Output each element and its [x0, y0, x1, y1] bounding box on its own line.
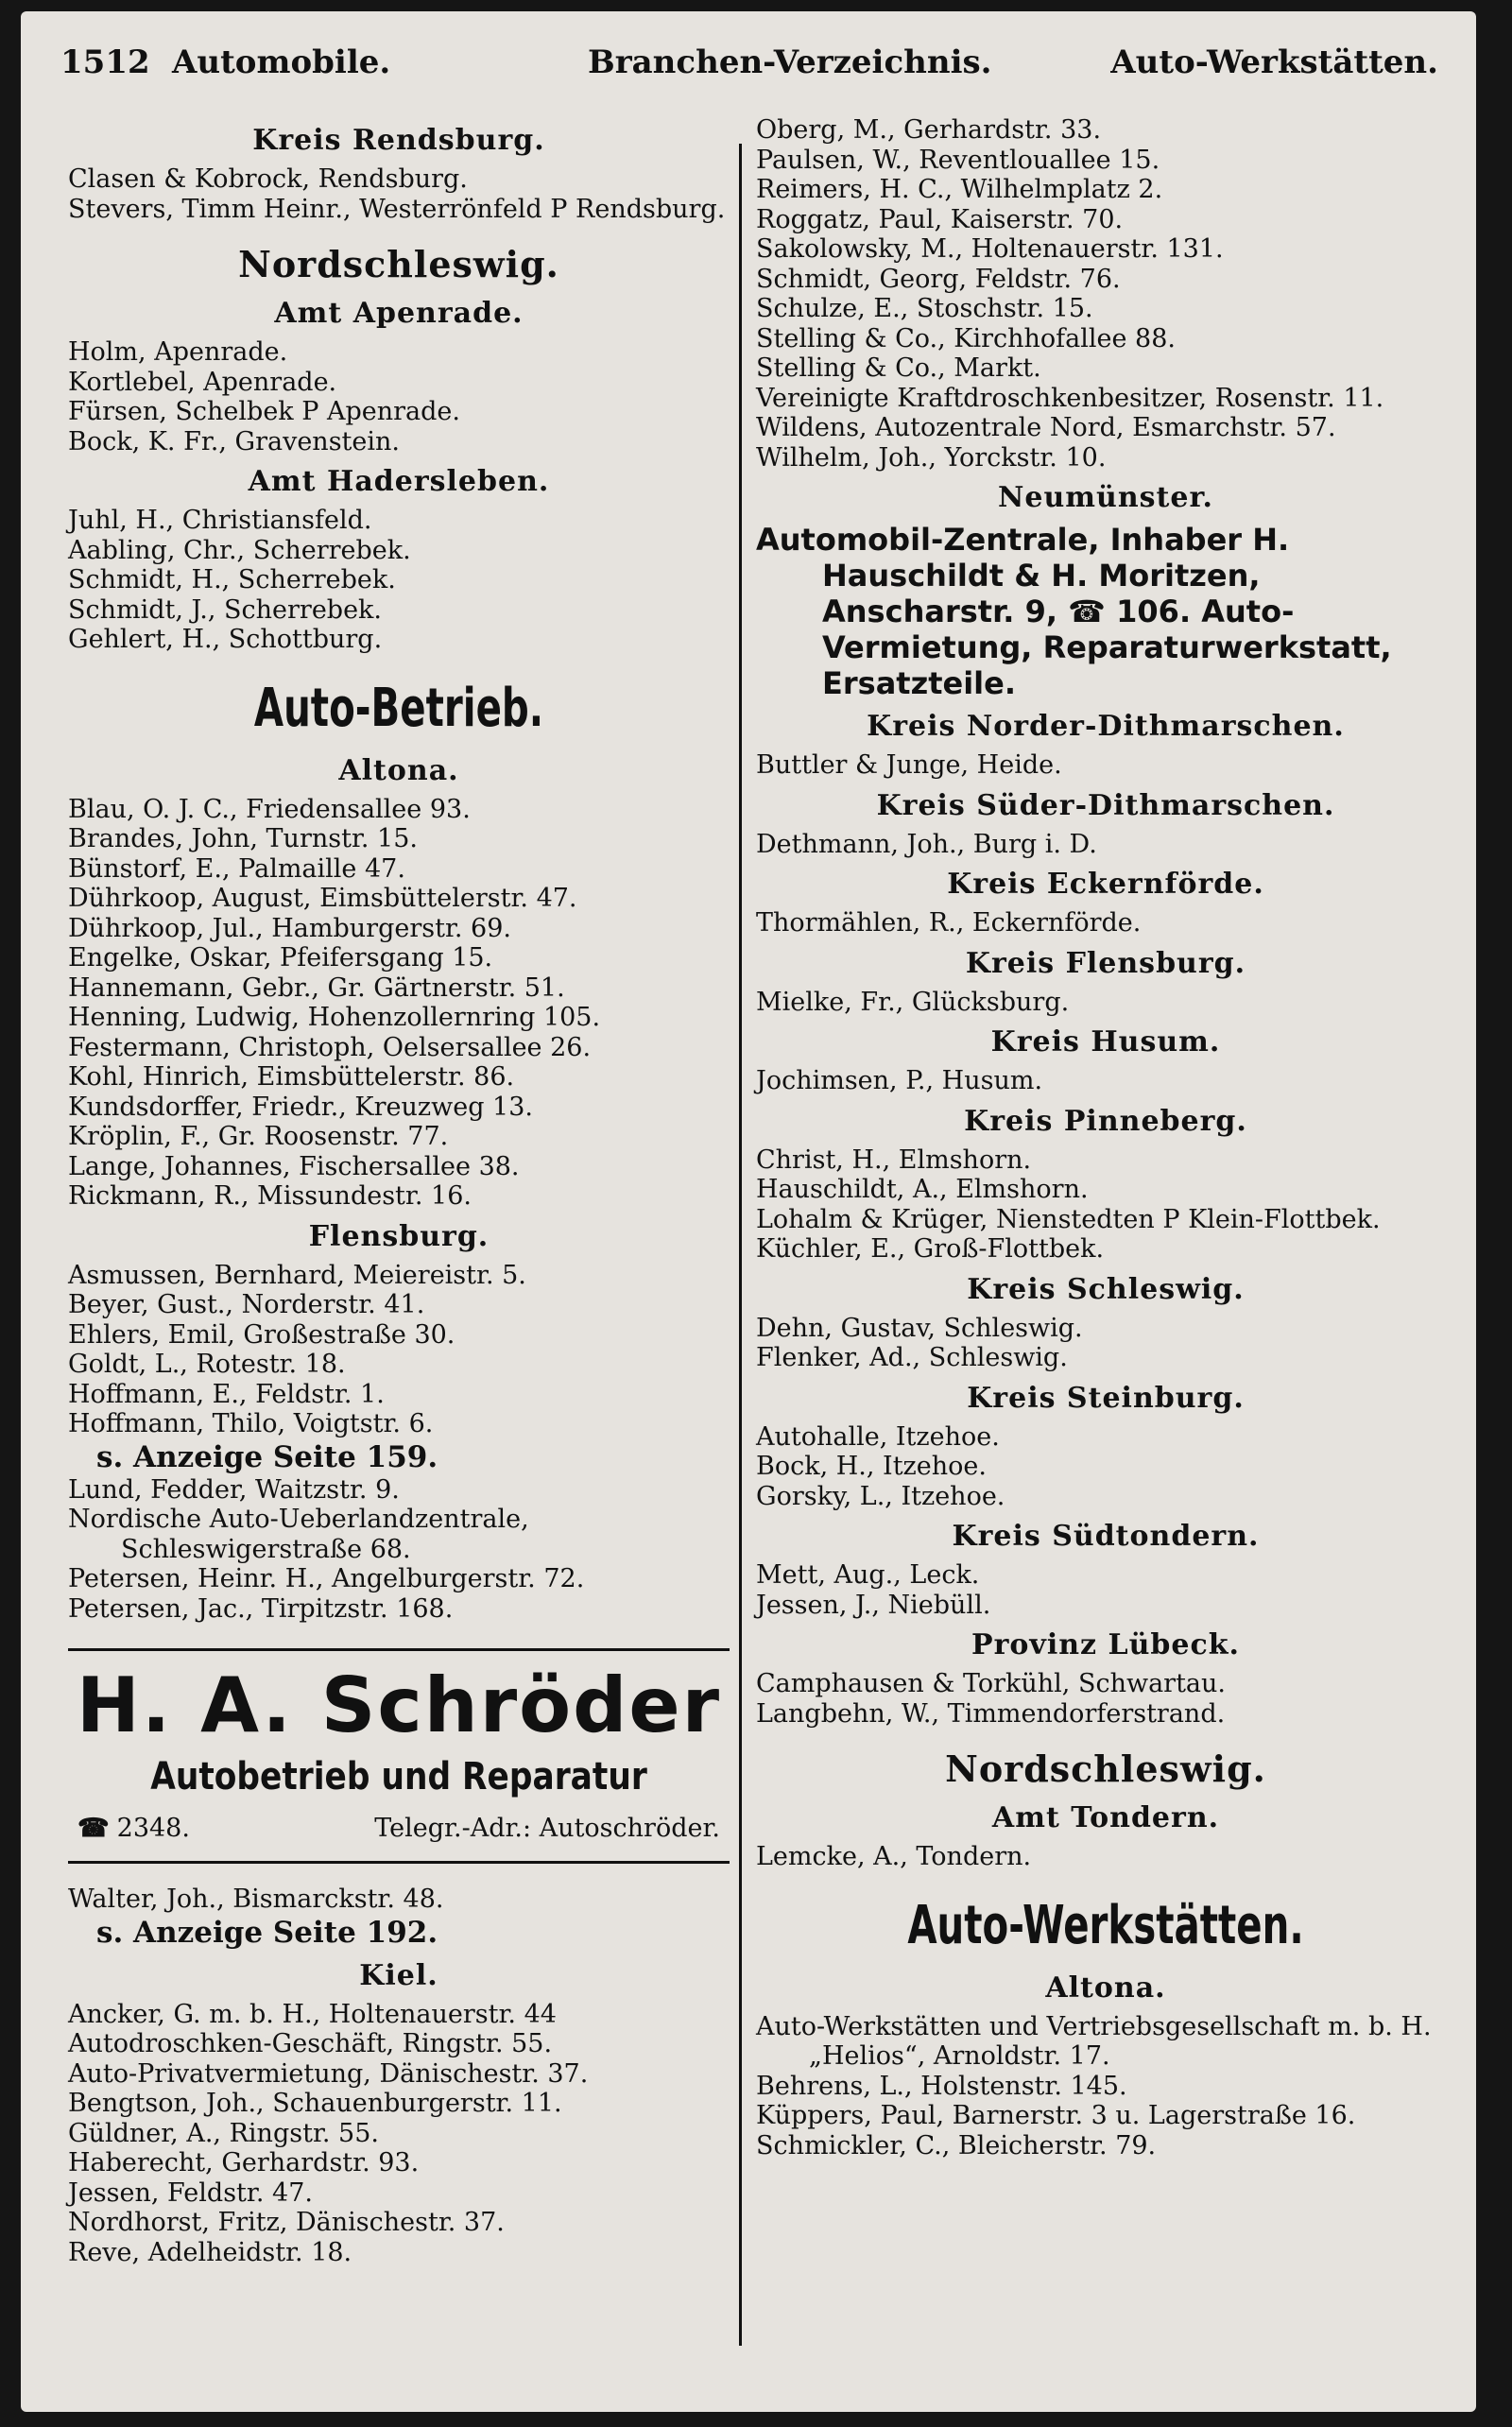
district-heading: Altona. — [338, 753, 459, 787]
directory-entry: Jochimsen, P., Husum. — [756, 1066, 1043, 1095]
district-heading: Kreis Schleswig. — [967, 1272, 1245, 1306]
district-heading: Kiel. — [359, 1958, 438, 1992]
district-heading: Kreis Husum. — [990, 1025, 1221, 1059]
directory-entry: Rickmann, R., Missundestr. 16. — [68, 1181, 472, 1211]
directory-entry: Hauschildt, A., Elmshorn. — [756, 1175, 1089, 1204]
directory-entry: Kundsdorffer, Friedr., Kreuzweg 13. — [68, 1092, 533, 1122]
district-heading: Amt Tondern. — [991, 1801, 1220, 1834]
directory-entry: Fürsen, Schelbek P Apenrade. — [68, 397, 460, 426]
directory-entry: Bengtson, Joh., Schauenburgerstr. 11. — [68, 2089, 562, 2118]
directory-entry: Oberg, M., Gerhardstr. 33. — [756, 115, 1102, 145]
section-heading: Auto-Werkstätten. — [907, 1894, 1304, 1956]
directory-entry: Haberecht, Gerhardstr. 93. — [68, 2148, 420, 2177]
directory-entry: Hannemann, Gebr., Gr. Gärtnerstr. 51. — [68, 973, 565, 1003]
directory-entry: Küchler, E., Groß-Flottbek. — [756, 1234, 1105, 1264]
district-heading: Neumünster. — [997, 481, 1214, 514]
directory-entry: Jessen, J., Niebüll. — [756, 1590, 991, 1620]
left-column — [68, 115, 730, 2267]
region-heading: Nordschleswig. — [945, 1747, 1266, 1790]
district-heading: Amt Hadersleben. — [248, 465, 550, 498]
advertisement — [68, 1648, 730, 1864]
directory-entry: Hoffmann, Thilo, Voigtstr. 6. — [68, 1409, 434, 1438]
directory-entry: Nordhorst, Fritz, Dänischestr. 37. — [68, 2208, 505, 2237]
directory-entry: Reimers, H. C., Wilhelmplatz 2. — [756, 175, 1163, 204]
directory-entry: Lemcke, A., Tondern. — [756, 1842, 1032, 1871]
district-heading: Kreis Rendsburg. — [252, 124, 545, 157]
directory-entry: Beyer, Gust., Norderstr. 41. — [68, 1290, 425, 1319]
directory-entry: Sakolowsky, M., Holtenauerstr. 131. — [756, 234, 1224, 264]
directory-entry: Schmidt, J., Scherrebek. — [68, 594, 383, 625]
ad-telegram-address: Telegr.-Adr.: Autoschröder. — [374, 1814, 720, 1843]
district-heading: Kreis Südtondern. — [952, 1520, 1260, 1553]
directory-entry: Bock, H., Itzehoe. — [756, 1452, 987, 1481]
column-divider — [739, 144, 742, 2346]
ad-reference: s. Anzeige Seite 159. — [96, 1439, 438, 1474]
directory-entry: Aabling, Chr., Scherrebek. — [68, 535, 411, 565]
directory-entry: Walter, Joh., Bismarckstr. 48. — [68, 1885, 444, 1914]
directory-entry: Asmussen, Bernhard, Meiereistr. 5. — [68, 1260, 526, 1290]
directory-entry: Küppers, Paul, Barnerstr. 3 u. Lagerstraße 16. — [756, 2101, 1356, 2130]
page-title: Branchen-Verzeichnis. — [588, 43, 992, 81]
directory-entry: Festermann, Christoph, Oelsersallee 26. — [68, 1032, 592, 1062]
directory-entry: Schmickler, C., Bleicherstr. 79. — [756, 2130, 1157, 2160]
directory-entry: Dehn, Gustav, Schleswig. — [756, 1313, 1083, 1343]
ad-phone — [77, 1810, 190, 1848]
directory-entry: Ancker, G. m. b. H., Holtenauerstr. 44 — [68, 1999, 557, 2029]
district-heading: Kreis Eckernförde. — [947, 868, 1264, 901]
directory-entry: Engelke, Oskar, Pfeifersgang 15. — [68, 943, 493, 973]
directory-entry: Blau, O. J. C., Friedensallee 93. — [68, 794, 471, 824]
ad-tagline: Autobetrieb und Reparatur — [150, 1755, 647, 1799]
directory-entry: Vereinigte Kraftdroschkenbesitzer, Rosenstr. 11. — [756, 383, 1384, 413]
directory-entry: Kortlebel, Apenrade. — [68, 367, 337, 397]
directory-entry: Stelling & Co., Markt. — [756, 353, 1041, 383]
directory-entry: Lange, Johannes, Fischersallee 38. — [68, 1151, 520, 1181]
directory-entry: Dethmann, Joh., Burg i. D. — [756, 829, 1097, 859]
section-name: Automobile. — [172, 43, 391, 81]
directory-entry: Gorsky, L., Itzehoe. — [756, 1481, 1005, 1511]
directory-entry: Wilhelm, Joh., Yorckstr. 10. — [756, 442, 1107, 473]
directory-entry: Stelling & Co., Kirchhofallee 88. — [756, 323, 1176, 353]
directory-entry: Mett, Aug., Leck. — [756, 1560, 980, 1590]
directory-entry: Auto-Werkstätten und Vertriebsgesellschaft m. b. H. „Helios“, Arnoldstr. 17. — [756, 2011, 1432, 2071]
directory-entry: Wildens, Autozentrale Nord, Esmarchstr. 57. — [756, 413, 1336, 442]
ad-reference: s. Anzeige Seite 192. — [96, 1915, 438, 1950]
district-heading: Flensburg. — [308, 1219, 490, 1253]
directory-entry: Camphausen & Torkühl, Schwartau. — [756, 1669, 1226, 1698]
directory-entry: Auto-Privatvermietung, Dänischestr. 37. — [68, 2058, 589, 2089]
directory-entry: Reve, Adelheidstr. 18. — [68, 2237, 352, 2267]
telephone-icon: ☎ — [77, 1814, 110, 1843]
directory-entry: Holm, Apenrade. — [68, 337, 288, 367]
directory-entry: Roggatz, Paul, Kaiserstr. 70. — [756, 204, 1124, 234]
directory-entry: Schmidt, H., Scherrebek. — [68, 565, 396, 594]
directory-entry: Henning, Ludwig, Hohenzollernring 105. — [68, 1003, 601, 1032]
directory-entry: Bünstorf, E., Palmaille 47. — [68, 853, 405, 884]
directory-entry: Autodroschken-Geschäft, Ringstr. 55. — [68, 2029, 553, 2058]
directory-entry: Buttler & Junge, Heide. — [756, 750, 1062, 780]
directory-entry: Gehlert, H., Schottburg. — [68, 625, 383, 654]
ad-phone-number: 2348. — [116, 1814, 190, 1843]
district-heading: Altona. — [1045, 1971, 1166, 2005]
directory-entry: Autohalle, Itzehoe. — [756, 1421, 1000, 1452]
directory-entry: Thormählen, R., Eckernförde. — [756, 908, 1142, 938]
directory-entry: Petersen, Jac., Tirpitzstr. 168. — [68, 1593, 454, 1624]
district-heading: Kreis Steinburg. — [967, 1381, 1245, 1415]
running-right: Auto-Werkstätten. — [1110, 43, 1438, 81]
directory-entry: Flenker, Ad., Schleswig. — [756, 1343, 1068, 1372]
directory-entry: Paulsen, W., Reventlouallee 15. — [756, 145, 1160, 175]
page-number: 1512 — [60, 43, 150, 81]
directory-entry: Mielke, Fr., Glücksburg. — [756, 987, 1070, 1017]
directory-entry: Kohl, Hinrich, Eimsbüttelerstr. 86. — [68, 1062, 515, 1092]
directory-entry: Bock, K. Fr., Gravenstein. — [68, 426, 400, 456]
directory-entry: Juhl, H., Christiansfeld. — [68, 506, 372, 535]
directory-entry: Nordische Auto-Ueberlandzentrale, Schleswigerstraße 68. — [68, 1505, 529, 1564]
running-head — [49, 43, 1448, 91]
directory-entry: Schmidt, Georg, Feldstr. 76. — [756, 264, 1121, 294]
right-column — [756, 115, 1455, 2160]
region-heading: Nordschleswig. — [238, 243, 559, 285]
directory-entry: Hoffmann, E., Feldstr. 1. — [68, 1379, 385, 1409]
directory-entry: Stevers, Timm Heinr., Westerrönfeld P Rendsburg. — [68, 194, 726, 224]
directory-entry: Ehlers, Emil, Großestraße 30. — [68, 1319, 455, 1350]
section-heading: Auto-Betrieb. — [253, 677, 544, 739]
district-heading: Amt Apenrade. — [274, 297, 524, 330]
directory-entry: Schulze, E., Stoschstr. 15. — [756, 294, 1093, 323]
ad-company-name: H. A. Schröder — [76, 1661, 722, 1749]
directory-entry: Goldt, L., Rotestr. 18. — [68, 1350, 346, 1379]
directory-entry: Jessen, Feldstr. 47. — [68, 2177, 313, 2208]
directory-entry: Christ, H., Elmshorn. — [756, 1145, 1032, 1175]
district-heading: Kreis Flensburg. — [965, 946, 1246, 980]
directory-entry: Behrens, L., Holstenstr. 145. — [756, 2071, 1127, 2101]
directory-entry: Lund, Fedder, Waitzstr. 9. — [68, 1474, 400, 1505]
directory-entry: Lohalm & Krüger, Nienstedten P Klein-Flottbek. — [756, 1204, 1381, 1234]
directory-entry: Langbehn, W., Timmendorferstrand. — [756, 1698, 1226, 1729]
directory-entry: Kröplin, F., Gr. Roosenstr. 77. — [68, 1122, 449, 1151]
directory-page — [21, 11, 1476, 2412]
ad-contact-line — [68, 1802, 730, 1848]
district-heading: Kreis Pinneberg. — [964, 1104, 1247, 1138]
directory-entry: Petersen, Heinr. H., Angelburgerstr. 72. — [68, 1564, 585, 1593]
directory-entry: Brandes, John, Turnstr. 15. — [68, 824, 418, 853]
district-heading: Provinz Lübeck. — [971, 1628, 1240, 1661]
district-heading: Kreis Norder-Dithmarschen. — [867, 710, 1345, 743]
directory-entry: Dührkoop, Jul., Hamburgerstr. 69. — [68, 913, 511, 943]
directory-entry: Clasen & Kobrock, Rendsburg. — [68, 164, 468, 194]
district-heading: Kreis Süder-Dithmarschen. — [876, 788, 1335, 822]
directory-entry: Güldner, A., Ringstr. 55. — [68, 2118, 379, 2148]
directory-entry-bold: Automobil-Zentrale, Inhaber H. Hauschildt & H. Moritzen, Anscharstr. 9, ☎ 106. Auto-Vermietung, Reparaturwerkstatt, Ersatzteile. — [756, 522, 1392, 701]
directory-entry: Dührkoop, August, Eimsbüttelerstr. 47. — [68, 884, 577, 913]
